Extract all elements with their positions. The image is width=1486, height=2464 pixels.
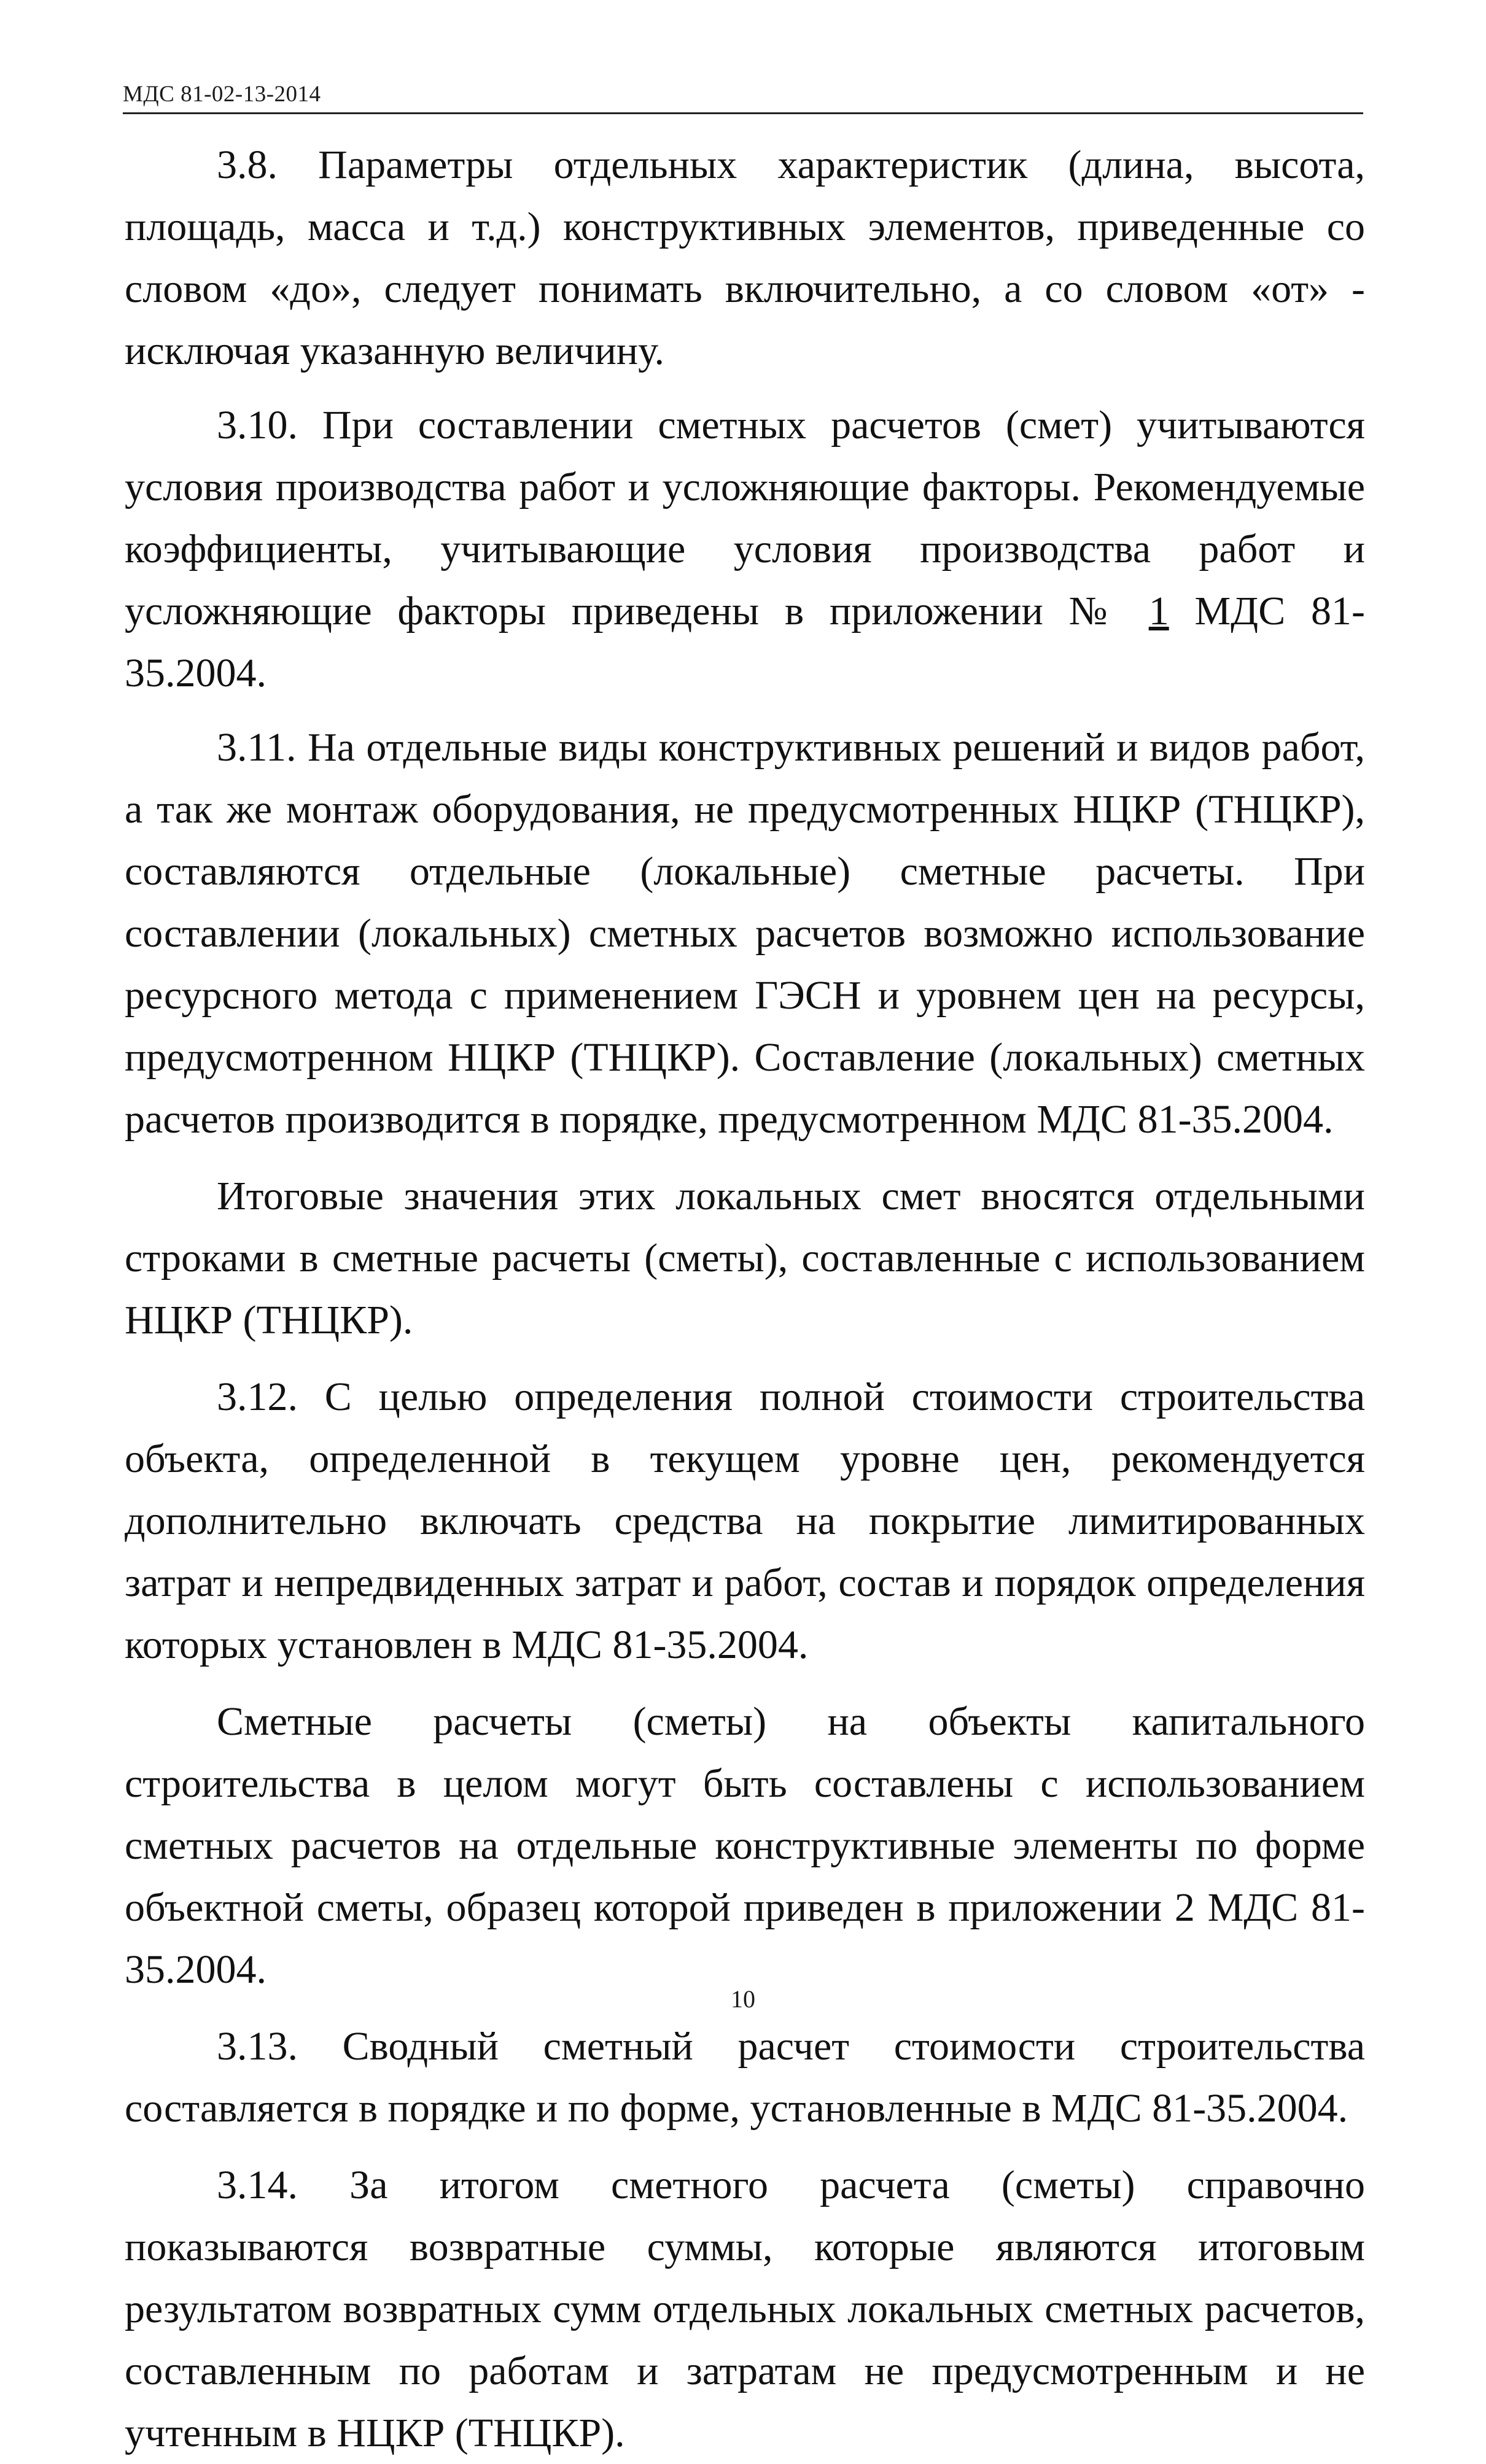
paragraph-3-14: 3.14. За итогом сметного расчета (сметы) справочно показываются возвратные суммы, которые являются итоговым результатом возвратных сумм отдельных локальных сметных расчетов, составленным по работам и затратам не предусмотренным и не учтенным в НЦКР (ТНЦКР). — [125, 2163, 1365, 2455]
paragraph-local-totals: Итоговые значения этих локальных смет вносятся отдельными строками в сметные расчеты (сметы), составленные с использованием НЦКР (ТНЦКР). — [125, 1174, 1365, 1342]
paragraph-3-10 — [125, 394, 1365, 704]
paragraph-3-8: 3.8. Параметры отдельных характеристик (длина, высота, площадь, масса и т.д.) конструктивных элементов, приведенные со словом «до», следует понимать включительно, а со словом «от» - исключая указанную величину. — [125, 142, 1365, 373]
paragraph-3-10-tail: МДС 81-35.2004. — [125, 589, 1365, 695]
header-rule — [123, 112, 1363, 114]
document-code-header: МДС 81-02-13-2014 — [123, 82, 321, 107]
paragraph-capital-construction: Сметные расчеты (сметы) на объекты капитального строительства в целом могут быть составлены с использованием сметных расчетов на отдельные конструктивные элементы по форме объектной сметы, образец которой приведен в приложении 2 МДС 81-35.2004. — [125, 1699, 1365, 1992]
paragraph-3-10-text: 3.10. При составлении сметных расчетов (смет) учитываются условия производства работ и усложняющие факторы. Рекомендуемые коэффициенты, учитывающие условия производства работ и усложняющие факторы приведены в приложении № — [125, 403, 1365, 633]
paragraph-3-13: 3.13. Сводный сметный расчет стоимости строительства составляется в порядке и по форме, установленные в МДС 81-35.2004. — [125, 2024, 1365, 2131]
page-number: 10 — [731, 1985, 755, 2013]
paragraph-3-12: 3.12. С целью определения полной стоимости строительства объекта, определенной в текущем уровне цен, рекомендуется дополнительно включать средства на покрытие лимитированных затрат и непредвиденных затрат и работ, состав и порядок определения которых установлен в МДС 81-35.2004. — [125, 1374, 1365, 1667]
appendix-number: 1 — [1148, 589, 1169, 633]
paragraph-3-11: 3.11. На отдельные виды конструктивных решений и видов работ, а так же монтаж оборудования, не предусмотренных НЦКР (ТНЦКР), составляются отдельные (локальные) сметные расчеты. При составлении (локальных) сметных расчетов возможно использование ресурсного метода с применением ГЭСН и уровнем цен на ресурсы, предусмотренном НЦКР (ТНЦКР). Составление (локальных) сметных расчетов производится в порядке, предусмотренном МДС 81-35.2004. — [125, 725, 1365, 1142]
document-body — [125, 134, 1365, 2464]
